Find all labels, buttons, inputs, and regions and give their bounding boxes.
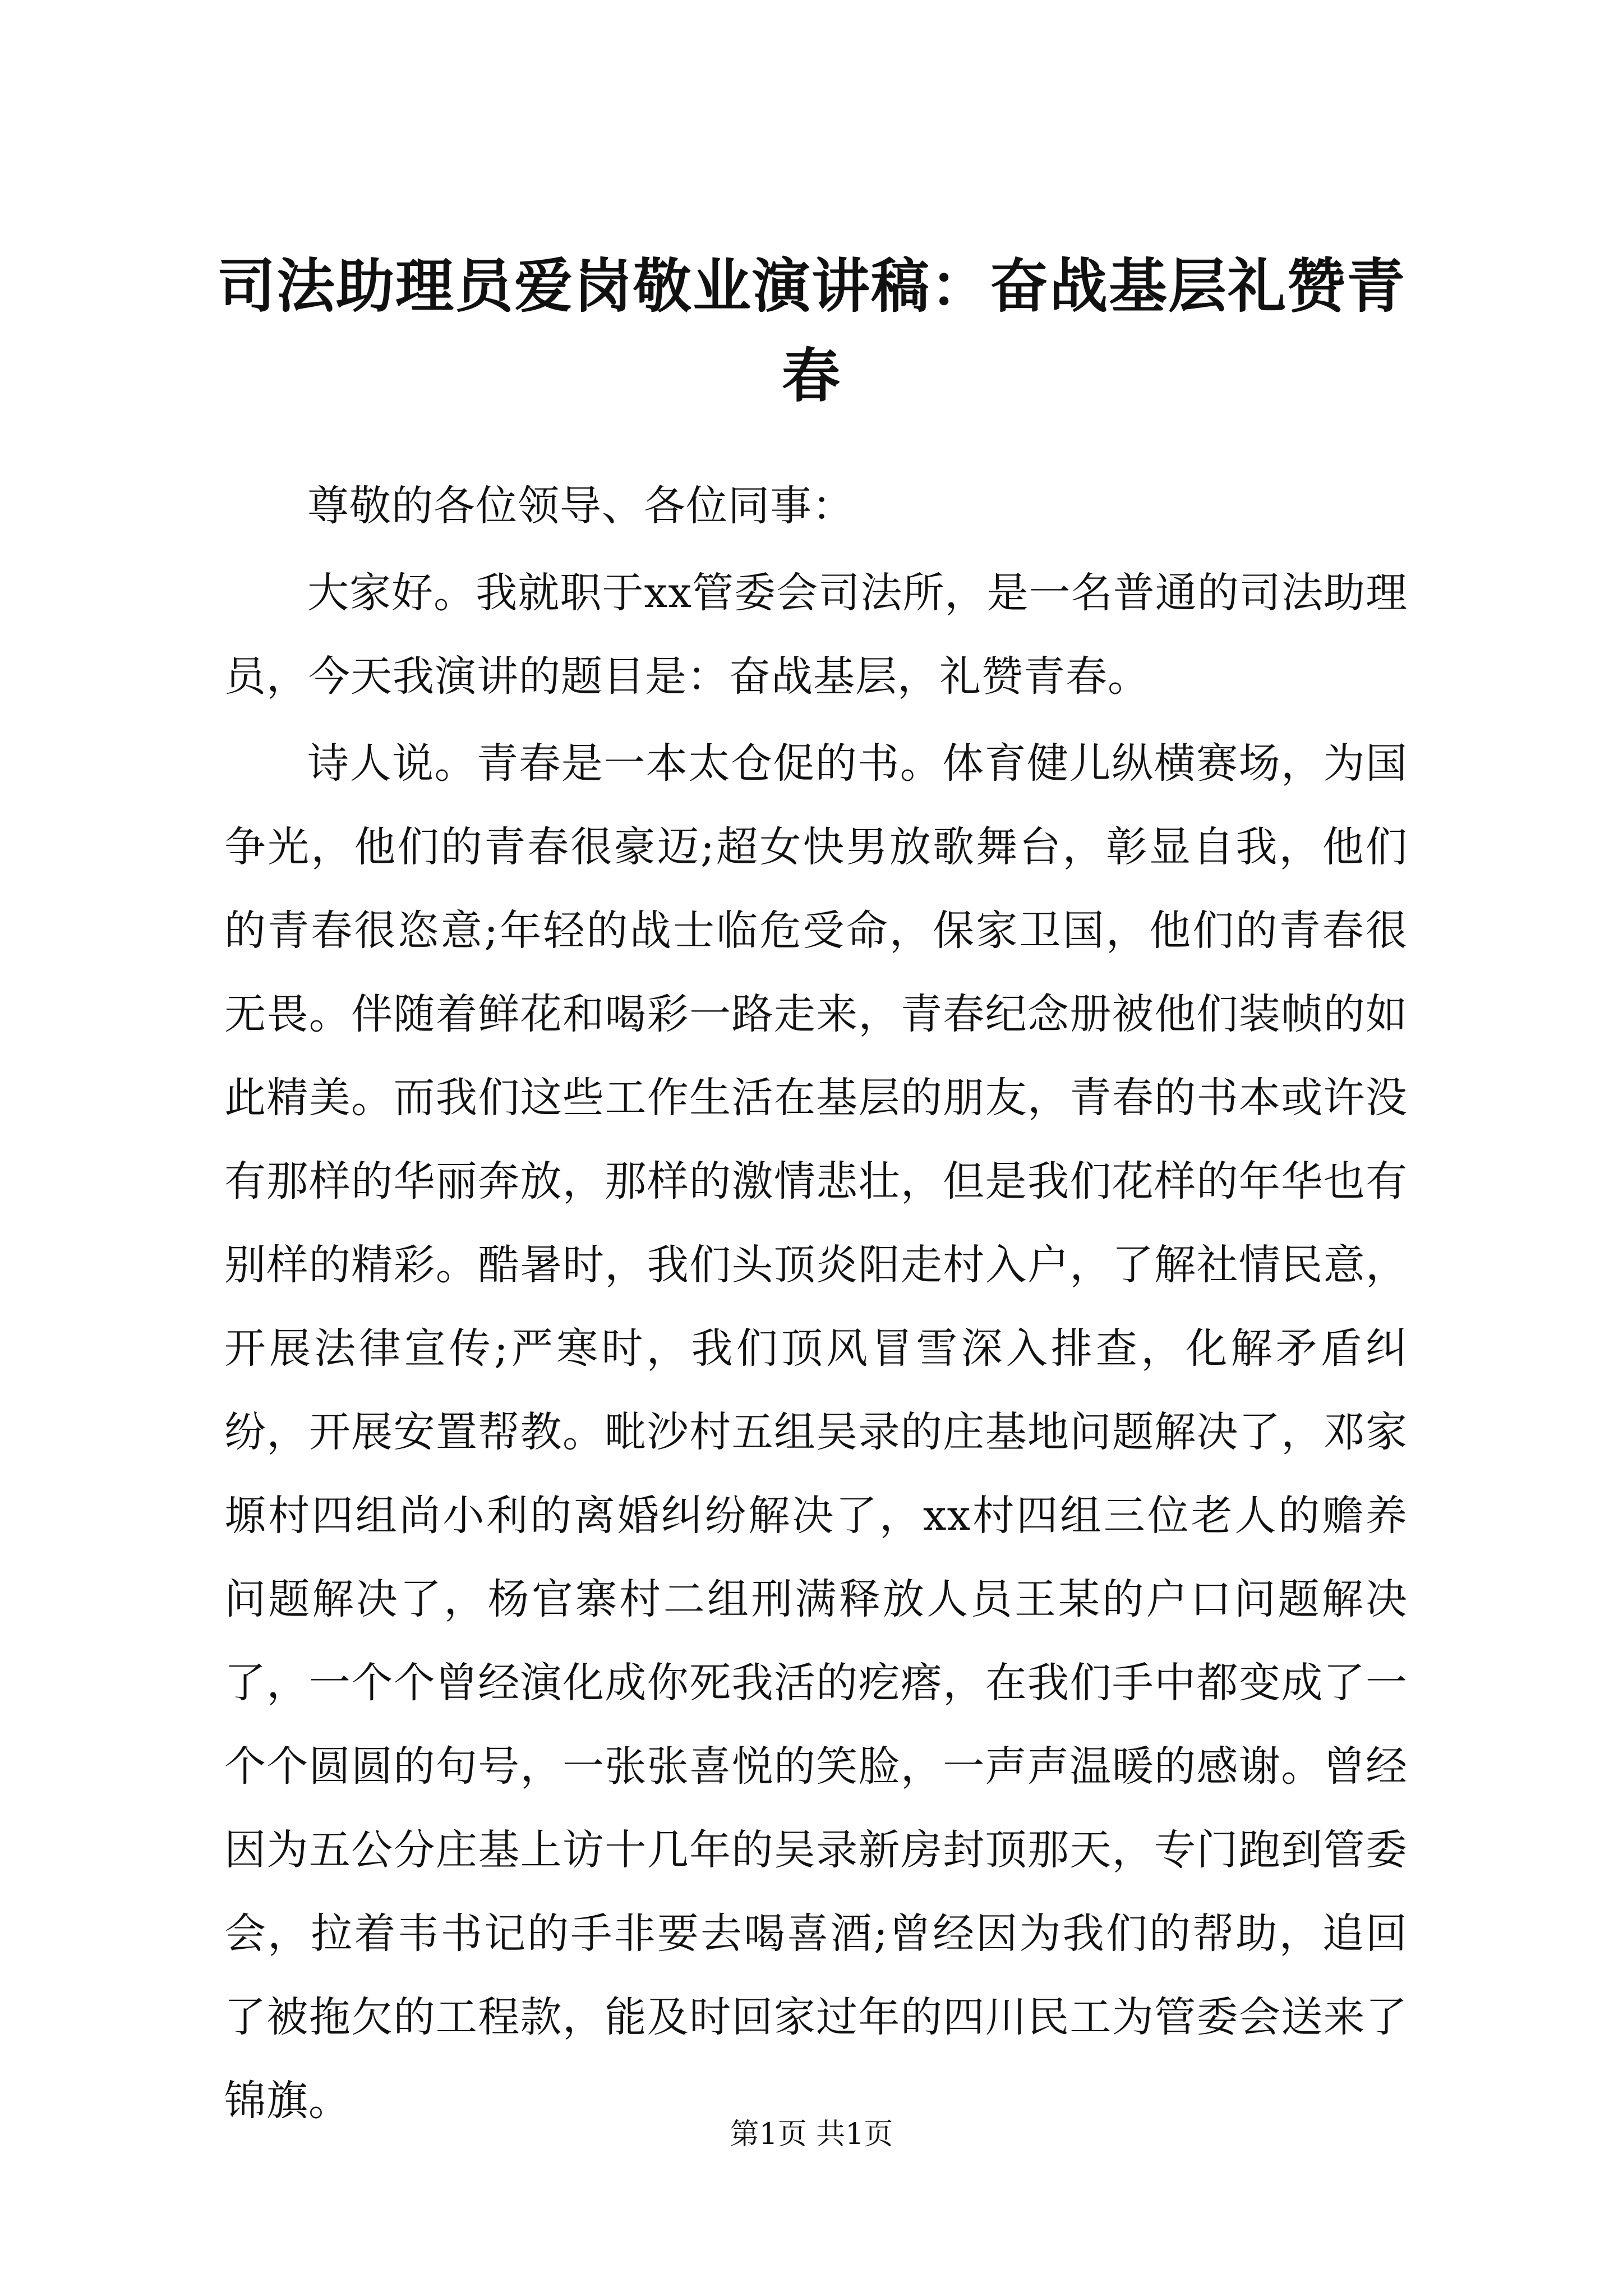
document-title: 司法助理员爱岗敬业演讲稿：奋战基层礼赞青春 — [216, 251, 1406, 410]
document-body — [224, 464, 1408, 2146]
salutation: 尊敬的各位领导、各位同事： — [307, 482, 854, 530]
paragraph-1: 大家好。我就职于xx管委会司法所，是一名普通的司法助理员，今天我演讲的题目是：奋战基层，礼赞青春。 — [224, 569, 1408, 701]
page-footer: 第1页 共1页 — [730, 2118, 893, 2151]
paragraph-2: 诗人说。青春是一本太仓促的书。体育健儿纵横赛场，为国争光，他们的青春很豪迈;超女快男放歌舞台，彰显自我，他们的青春很恣意;年轻的战士临危受命，保家卫国，他们的青春很无畏。伴随着鲜花和喝彩一路走来，青春纪念册被他们装帧的如此精美。而我们这些工作生活在基层的朋友，青春的书本或许没有那样的华丽奔放，那样的激情悲壮，但是我们花样的年华也有别样的精彩。酷暑时，我们头顶炎阳走村入户，了解社情民意，开展法律宣传;严寒时，我们顶风冒雪深入排查，化解矛盾纠纷，开展安置帮教。毗沙村五组吴录的庄基地问题解决了，邓家塬村四组尚小利的离婚纠纷解决了，xx村四组三位老人的赡养问题解决了，杨官寨村二组刑满释放人员王某的户口问题解决了，一个个曾经演化成你死我活的疙瘩，在我们手中都变成了一个个圆圆的句号，一张张喜悦的笑脸，一声声温暖的感谢。曾经因为五公分庄基上访十几年的吴录新房封顶那天，专门跑到管委会，拉着韦书记的手非要去喝喜酒;曾经因为我们的帮助，追回了被拖欠的工程款，能及时回家过年的四川民工为管委会送来了锦旗。 — [224, 739, 1408, 2125]
